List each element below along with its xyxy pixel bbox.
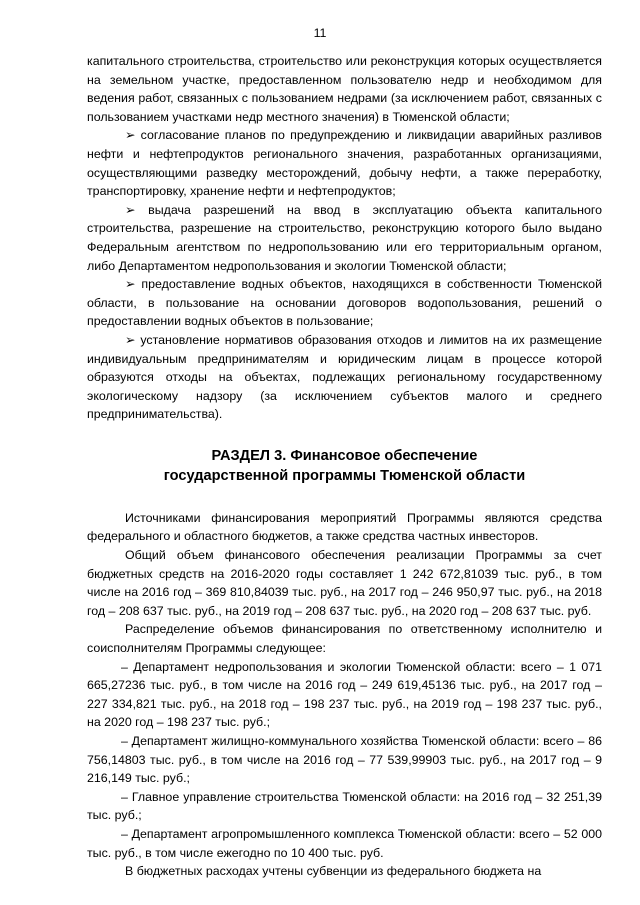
- bullet-item: ➢ установление нормативов образования отходов и лимитов на их размещение индивидуальным предпринимателям и юридическим лицам в процессе которой образуются отходы на объектах, подлежащих региональному государственному экологическому надзору (за исключением субъектов малого и среднего предпринимательства).: [87, 332, 602, 422]
- paragraph-total-funding: Общий объем финансового обеспечения реализации Программы за счет бюджетных средств на 2016-2020 годы составляет 1 242 672,81039 тыс. руб., в том числе на 2016 год – 369 810,84039 тыс. руб., на 2017 год – 246 950,97 тыс. руб., на 2018 год – 208 637 тыс. руб., на 2019 год – 208 637 тыс. руб., на 2020 год – 208 637 тыс. руб.: [87, 548, 602, 618]
- page-number: 11: [313, 26, 327, 40]
- paragraph-sources: Источниками финансирования мероприятий Программы являются средства федерального и областного бюджетов, а также средства частных инвесторов.: [87, 510, 602, 544]
- bullet-item: ➢ выдача разрешений на ввод в эксплуатацию объекта капитального строительства, разрешение на строительство, реконструкцию которого было выдано Федеральным агентством по недропользованию или его территориальным органом, либо Департаментом недропользования и экологии Тюменской области;: [87, 202, 602, 273]
- dash-item: – Департамент агропромышленного комплекса Тюменской области: всего – 52 000 тыс. руб., в том числе ежегодно по 10 400 тыс. руб.: [87, 826, 602, 860]
- dash-item: – Департамент жилищно-коммунального хозяйства Тюменской области: всего – 86 756,14803 тыс. руб., в том числе на 2016 год – 77 539,99903 тыс. руб., на 2017 год – 9 216,149 тыс. руб.;: [87, 734, 602, 786]
- section-title: [87, 446, 602, 487]
- closing-fragment: В бюджетных расходах учтены субвенции из федерального бюджета на: [125, 864, 542, 879]
- intro-paragraph: капитального строительства, строительство или реконструкция которых осуществляется на земельном участке, предоставленном пользователю недр и необходимом для ведения работ, связанных с пользованием недрами (за исключением работ, связанных с пользованием участками недр местного значения) в Тюменской области;: [87, 54, 602, 124]
- paragraph-distribution: Распределение объемов финансирования по ответственному исполнителю и соисполнителям Программы следующее:: [87, 622, 602, 656]
- bullet-item: ➢ предоставление водных объектов, находящихся в собственности Тюменской области, в пользование на основании договоров водопользования, решений о предоставлении водных объектов в пользование;: [87, 277, 602, 329]
- dash-item: – Департамент недропользования и экологии Тюменской области: всего – 1 071 665,27236 тыс. руб., в том числе на 2016 год – 249 619,45136 тыс. руб., на 2017 год – 227 334,821 тыс. руб., на 2018 год – 198 237 тыс. руб., на 2019 год – 198 237 тыс. руб., на 2020 год – 198 237 тыс. руб.;: [87, 659, 602, 730]
- bullet-item: ➢ согласование планов по предупреждению и ликвидации аварийных разливов нефти и нефтепродуктов регионального значения, разработанных организациями, осуществляющими разведку месторождений, добычу нефти, а также переработку, транспортировку, хранение нефти и нефтепродуктов;: [87, 128, 602, 199]
- dash-item: – Главное управление строительства Тюменской области: на 2016 год – 32 251,39 тыс. руб.;: [87, 789, 602, 823]
- document-body: [87, 52, 602, 881]
- section-title-line2: государственной программы Тюменской области: [163, 468, 526, 485]
- section-title-line1: РАЗДЕЛ 3. Финансовое обеспечение: [211, 447, 478, 464]
